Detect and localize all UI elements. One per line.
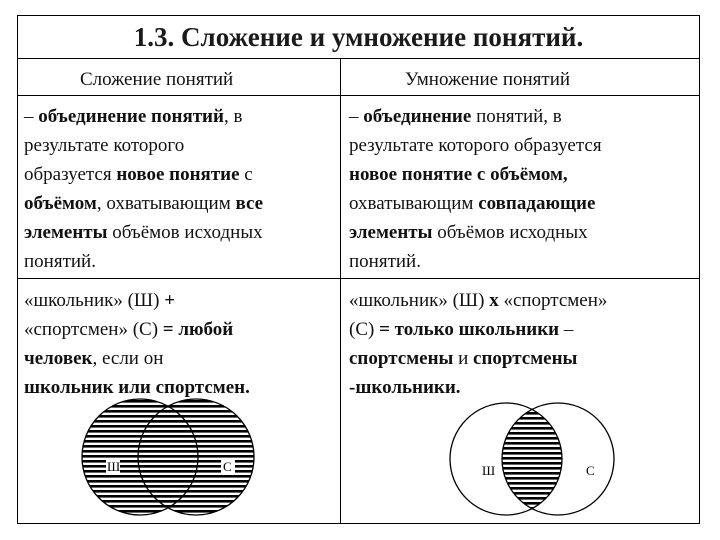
bold-term: + (164, 290, 176, 311)
bold-term: = любой (162, 319, 234, 340)
text-line (24, 102, 263, 131)
text-run: образуется (24, 164, 117, 185)
bold-term: спортсмены (473, 348, 578, 369)
text-run: – (24, 106, 39, 127)
text-run: объёмов исходных (432, 222, 588, 243)
union-label-right: С (223, 459, 232, 474)
text-run: «спортсмен» (498, 290, 608, 311)
text-line (349, 344, 607, 373)
text-line (24, 315, 250, 344)
text-run: результате которого (24, 135, 185, 156)
bold-term: объединение (363, 106, 472, 127)
text-run: понятий. (349, 251, 421, 272)
text-run: «школьник» (Ш) (349, 290, 490, 311)
text-line (24, 189, 263, 218)
text-run: результате которого образуется (349, 135, 602, 156)
header-divider (18, 95, 699, 96)
text-run: и (453, 348, 474, 369)
column-divider (340, 59, 341, 523)
text-line (24, 344, 250, 373)
multiplication-definition (349, 102, 602, 276)
text-line (24, 218, 263, 247)
bold-term: -школьники. (349, 377, 461, 398)
text-run: охватывающим (349, 193, 479, 214)
row-divider (18, 278, 699, 279)
slide-title: 1.3. Сложение и умножение понятий. (133, 22, 584, 52)
intersection-label-right: С (586, 463, 595, 478)
text-run: понятий, в (471, 106, 562, 127)
bold-term: элементы (349, 222, 433, 243)
text-run: «спортсмен» (С) (24, 319, 163, 340)
text-line (349, 160, 602, 189)
text-line (349, 315, 607, 344)
title-box (17, 15, 700, 59)
bold-term: школьник или спортсмен. (24, 377, 250, 398)
text-line (24, 247, 263, 276)
text-line (349, 189, 602, 218)
bold-term: х (489, 290, 499, 311)
text-line (349, 131, 602, 160)
bold-term: спортсмены (349, 348, 454, 369)
text-line (349, 102, 602, 131)
bold-term: элементы (24, 222, 108, 243)
text-run: , в (223, 106, 243, 127)
union-venn-diagram (78, 395, 268, 520)
text-run: – (559, 319, 574, 340)
addition-header: Сложение понятий (80, 69, 234, 90)
text-line (24, 286, 250, 315)
bold-term: объёмом (24, 193, 97, 214)
text-line (349, 247, 602, 276)
text-line (24, 160, 263, 189)
text-run: «школьник» (Ш) (24, 290, 165, 311)
multiplication-header: Умножение понятий (405, 69, 571, 90)
comparison-table (17, 59, 700, 524)
intersection-venn-diagram (446, 397, 626, 522)
bold-term: все (235, 193, 264, 214)
bold-term: = только школьники (379, 319, 560, 340)
text-run: , если он (92, 348, 164, 369)
bold-term: объединение понятий (38, 106, 224, 127)
text-run: понятий. (24, 251, 96, 272)
bold-term: новое понятие с объёмом, (349, 164, 568, 185)
text-line (349, 218, 602, 247)
bold-term: новое понятие (116, 164, 240, 185)
multiplication-example (349, 286, 607, 402)
bold-term: человек (24, 348, 93, 369)
text-line (349, 286, 607, 315)
text-run: с (239, 164, 253, 185)
text-run: (С) (349, 319, 380, 340)
text-run: объёмов исходных (107, 222, 263, 243)
text-line (24, 131, 263, 160)
bold-term: совпадающие (478, 193, 596, 214)
text-run: – (349, 106, 364, 127)
addition-definition (24, 102, 263, 276)
addition-example (24, 286, 250, 402)
union-label-left: Ш (107, 459, 121, 474)
intersection-label-left: Ш (482, 463, 496, 478)
text-run: , охватывающим (96, 193, 236, 214)
